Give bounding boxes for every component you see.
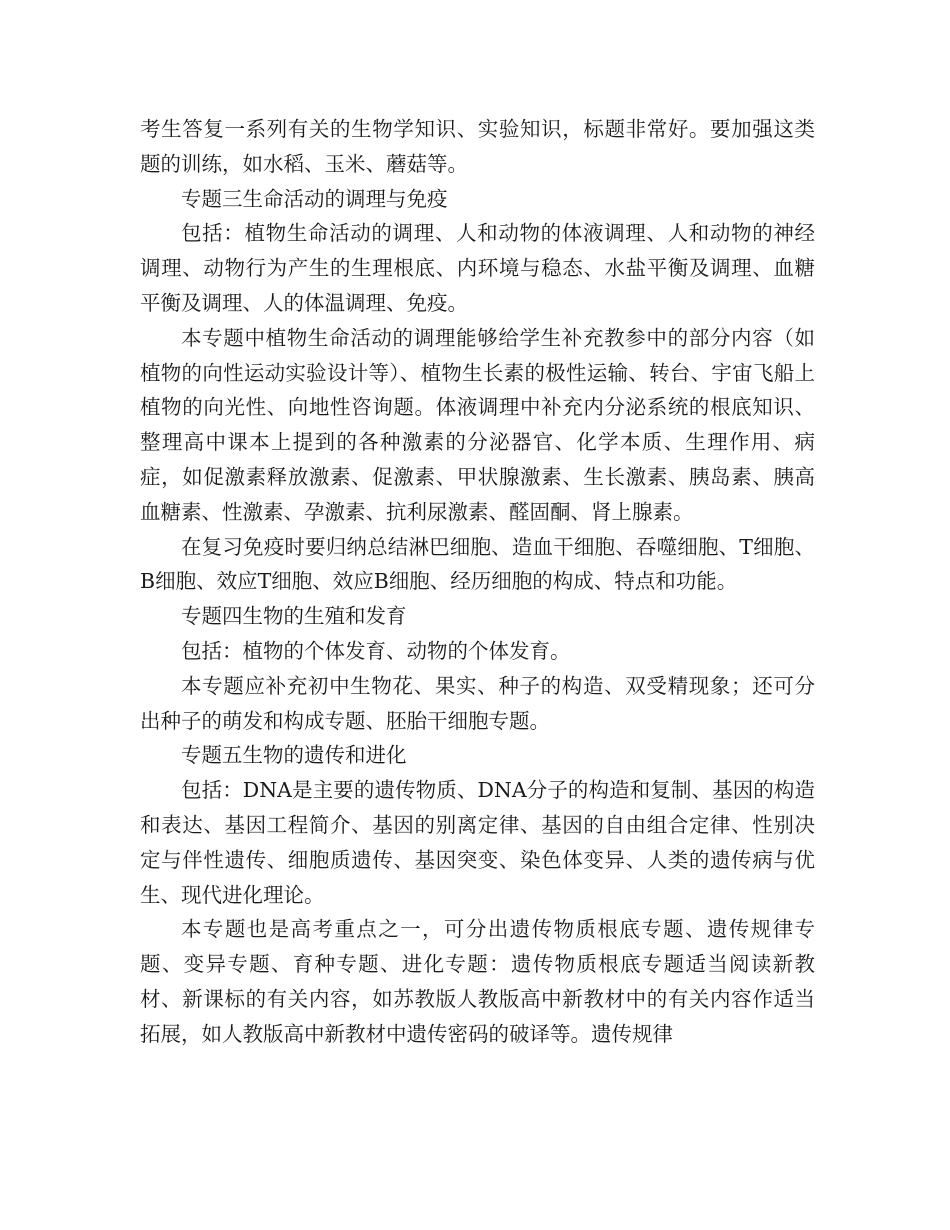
section-heading-topic-5: 专题五生物的遗传和进化 xyxy=(181,743,407,768)
paragraph-topic-3-plant-regulation: 本专题中植物生命活动的调理能够给学生补充教参中的部分内容（如植物的向性运动实验设计等）、植物生长素的极性运输、转台、宇宙飞船上植物的向光性、向地性咨询题。体液调理中补充内分泌系统的根底知识、整理高中课本上提到的各种激素的分泌器官、化学本质、生理作用、病症，如促激素释放激素、促激素、甲状腺激素、生长激素、胰岛素、胰高血糖素、性激素、孕激素、抗利尿激素、醛固酮、肾上腺素。 xyxy=(140,325,815,524)
paragraph-topic-4-scope: 包括：植物的个体发育、动物的个体发育。 xyxy=(181,638,571,663)
document-page xyxy=(140,112,815,1052)
paragraph-topic-3-immunity: 在复习免疫时要归纳总结淋巴细胞、造血干细胞、吞噬细胞、T细胞、B细胞、效应T细胞、效应B细胞、经历细胞的构成、特点和功能。 xyxy=(140,534,815,594)
paragraph-topic-5-scope: 包括：DNA是主要的遗传物质、DNA分子的构造和复制、基因的构造和表达、基因工程简介、基因的别离定律、基因的自由组合定律、性别决定与伴性遗传、细胞质遗传、基因突变、染色体变异、人类的遗传病与优生、现代进化理论。 xyxy=(140,778,815,907)
paragraph-topic-3-scope: 包括：植物生命活动的调理、人和动物的体液调理、人和动物的神经调理、动物行为产生的生理根底、内环境与稳态、水盐平衡及调理、血糖平衡及调理、人的体温调理、免疫。 xyxy=(140,221,815,315)
paragraph-topic-5-key-points: 本专题也是高考重点之一，可分出遗传物质根底专题、遗传规律专题、变异专题、育种专题、进化专题：遗传物质根底专题适当阅读新教材、新课标的有关内容，如苏教版人教版高中新教材中的有关内容作适当拓展，如人教版高中新教材中遗传密码的破译等。遗传规律 xyxy=(140,917,815,1046)
section-heading-topic-3: 专题三生命活动的调理与免疫 xyxy=(181,186,448,211)
section-heading-topic-4: 专题四生物的生殖和发育 xyxy=(181,604,407,629)
paragraph-topic-4-supplement: 本专题应补充初中生物花、果实、种子的构造、双受精现象；还可分出种子的萌发和构成专题、胚胎干细胞专题。 xyxy=(140,673,815,733)
paragraph-intro-continuation: 考生答复一系列有关的生物学知识、实验知识，标题非常好。要加强这类题的训练，如水稻、玉米、蘑菇等。 xyxy=(140,117,815,176)
